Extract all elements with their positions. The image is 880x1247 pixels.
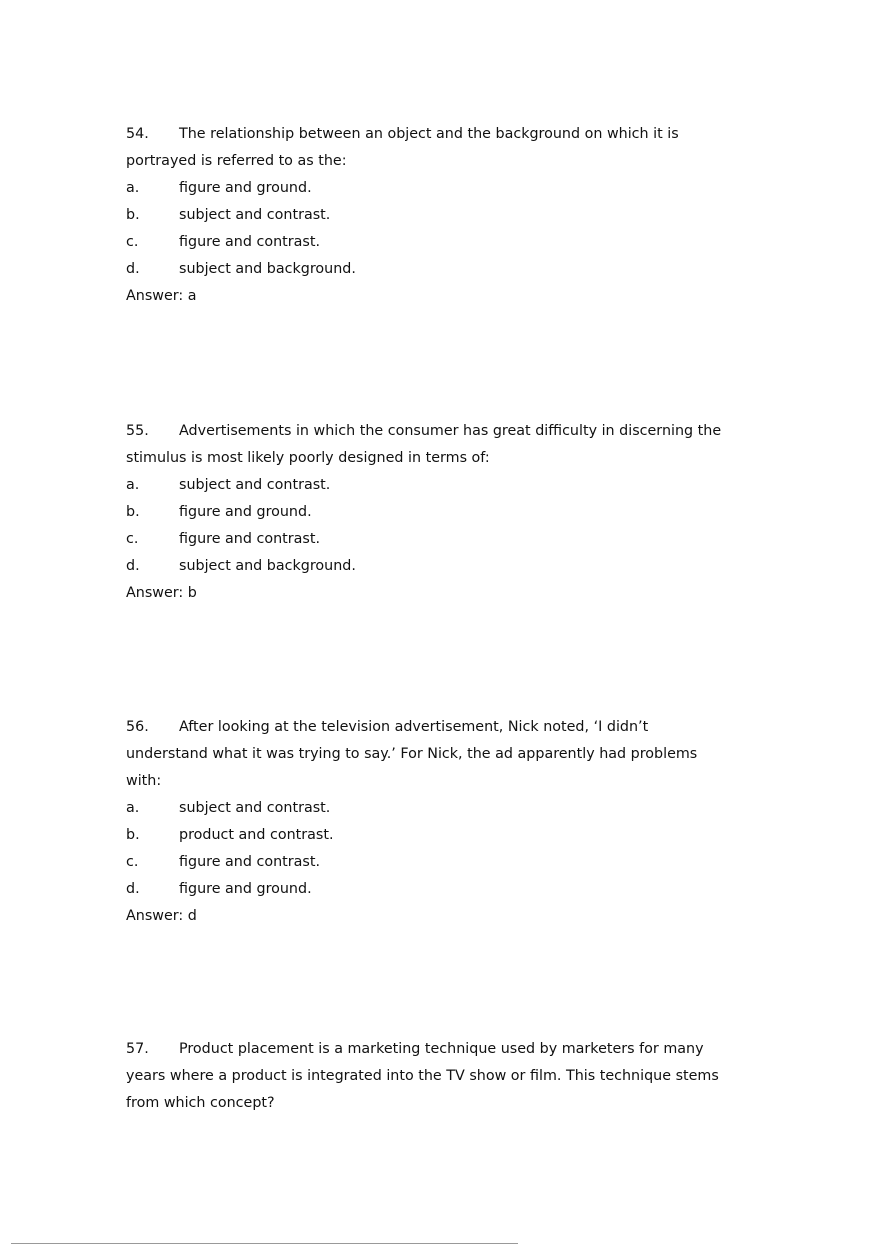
option-letter: a. xyxy=(126,180,140,196)
option-text: figure and contrast. xyxy=(179,854,321,870)
question-text: years where a product is integrated into the TV show or film. This technique stems xyxy=(126,1068,719,1084)
answer-text: Answer: b xyxy=(126,585,197,601)
option-letter: d. xyxy=(126,881,140,897)
option-letter: c. xyxy=(126,234,139,250)
option-text: subject and contrast. xyxy=(179,477,331,493)
question-line xyxy=(126,1067,719,1085)
question-line xyxy=(126,1040,704,1058)
answer-option xyxy=(126,880,312,898)
answer-text: Answer: a xyxy=(126,288,197,304)
option-letter: d. xyxy=(126,558,140,574)
option-text: figure and contrast. xyxy=(179,234,321,250)
question-line xyxy=(126,152,347,170)
option-text: subject and background. xyxy=(179,261,356,277)
answer-option xyxy=(126,853,320,871)
question-text: from which concept? xyxy=(126,1095,275,1111)
option-letter: a. xyxy=(126,477,140,493)
question-number: 57. xyxy=(126,1041,149,1057)
question-text: Product placement is a marketing technique used by marketers for many xyxy=(179,1041,704,1057)
option-text: subject and contrast. xyxy=(179,800,331,816)
answer-option xyxy=(126,826,334,844)
option-letter: c. xyxy=(126,531,139,547)
question-text: The relationship between an object and the background on which it is xyxy=(179,126,679,142)
answer-option xyxy=(126,503,312,521)
option-letter: d. xyxy=(126,261,140,277)
question-text: Advertisements in which the consumer has great difficulty in discerning the xyxy=(179,423,722,439)
question-line xyxy=(126,422,721,440)
option-text: figure and ground. xyxy=(179,180,312,196)
question-text: with: xyxy=(126,773,162,789)
answer-key xyxy=(126,907,197,925)
answer-key xyxy=(126,287,197,305)
question-text: stimulus is most likely poorly designed in terms of: xyxy=(126,450,490,466)
question-text: understand what it was trying to say.’ For Nick, the ad apparently had problems xyxy=(126,746,698,762)
answer-text: Answer: d xyxy=(126,908,197,924)
answer-option xyxy=(126,799,330,817)
answer-key xyxy=(126,584,197,602)
question-number: 54. xyxy=(126,126,149,142)
question-line xyxy=(126,745,697,763)
option-letter: c. xyxy=(126,854,139,870)
answer-option xyxy=(126,476,330,494)
option-letter: b. xyxy=(126,827,140,843)
question-line xyxy=(126,449,490,467)
option-text: subject and background. xyxy=(179,558,356,574)
question-line xyxy=(126,125,679,143)
question-line xyxy=(126,718,648,736)
answer-option xyxy=(126,206,330,224)
option-letter: b. xyxy=(126,207,140,223)
answer-option xyxy=(126,233,320,251)
question-number: 55. xyxy=(126,423,149,439)
option-text: figure and ground. xyxy=(179,881,312,897)
question-line xyxy=(126,1094,275,1112)
answer-option xyxy=(126,530,320,548)
question-line xyxy=(126,772,161,790)
answer-option xyxy=(126,179,312,197)
question-text: portrayed is referred to as the: xyxy=(126,153,347,169)
answer-option xyxy=(126,557,356,575)
question-number: 56. xyxy=(126,719,149,735)
question-text: After looking at the television advertisement, Nick noted, ‘I didn’t xyxy=(179,719,649,735)
option-letter: b. xyxy=(126,504,140,520)
option-text: figure and ground. xyxy=(179,504,312,520)
option-text: product and contrast. xyxy=(179,827,334,843)
answer-option xyxy=(126,260,356,278)
option-text: figure and contrast. xyxy=(179,531,321,547)
option-text: subject and contrast. xyxy=(179,207,331,223)
footer-divider xyxy=(11,1243,518,1244)
option-letter: a. xyxy=(126,800,140,816)
